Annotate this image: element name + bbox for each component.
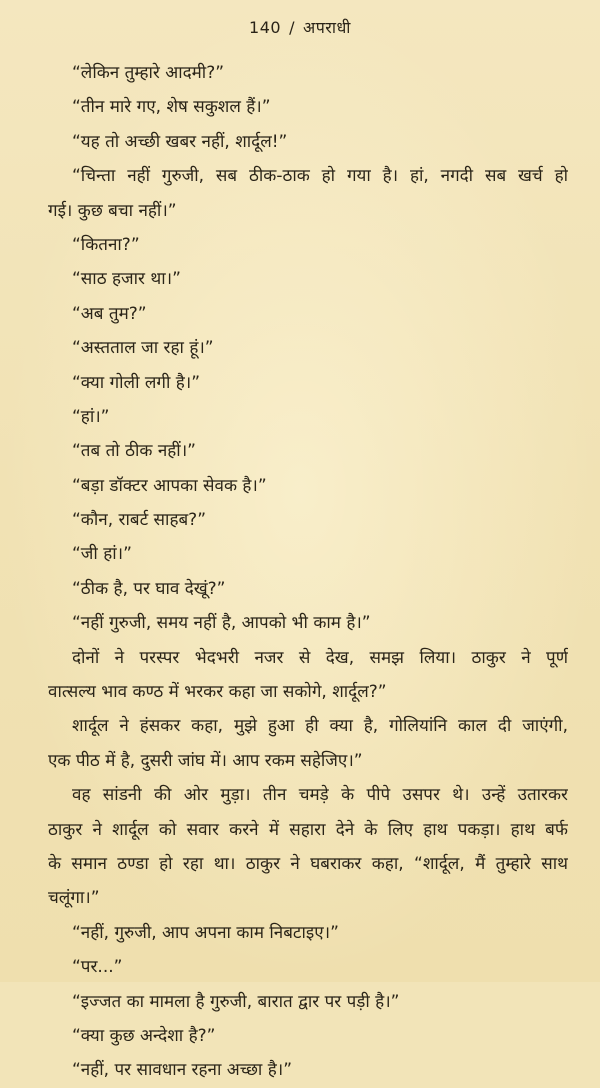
text-line: “क्या गोली लगी है।” bbox=[72, 372, 201, 393]
text-line: “तीन मारे गए, शेष सकुशल हैं।” bbox=[72, 97, 271, 118]
text-line: “लेकिन तुम्हारे आदमी?” bbox=[72, 63, 225, 83]
text-line: “तब तो ठीक नहीं।” bbox=[72, 441, 196, 462]
text-line: “नहीं, पर सावधान रहना अच्छा है।” bbox=[72, 1060, 293, 1081]
text-line: चलूंगा।” bbox=[48, 888, 100, 909]
text-line: “साठ हजार था।” bbox=[72, 269, 181, 290]
text-line: के समान ठण्डा हो रहा था। ठाकुर ने घबराकर कहा, “शार्दूल, मैं तुम्हारे साथ bbox=[48, 853, 568, 874]
text-line: “ठीक है, पर घाव देखूं?” bbox=[72, 578, 226, 599]
text-line: “कितना?” bbox=[72, 234, 140, 255]
text-line: “हां।” bbox=[72, 406, 110, 427]
text-line: “चिन्ता नहीं गुरुजी, सब ठीक-ठाक हो गया है। हां, नगदी सब खर्च हो bbox=[72, 166, 568, 187]
text-line: दोनों ने परस्पर भेदभरी नजर से देख, समझ लिया। ठाकुर ने पूर्ण bbox=[72, 647, 568, 668]
text-line: “नहीं गुरुजी, समय नहीं है, आपको भी काम है।” bbox=[72, 613, 371, 634]
text-line: “अब तुम?” bbox=[72, 303, 147, 324]
text-line: “बड़ा डॉक्टर आपका सेवक है।” bbox=[72, 475, 267, 496]
text-line: एक पीठ में है, दुसरी जांघ में। आप रकम सहेजिए।” bbox=[48, 750, 363, 771]
text-line: “यह तो अच्छी खबर नहीं, शार्दूल!” bbox=[72, 131, 288, 152]
text-line: ठाकुर ने शार्दूल को सवार करने में सहारा देने के लिए हाथ पकड़ा। हाथ बर्फ bbox=[48, 819, 568, 840]
book-title: अपराधी bbox=[302, 18, 351, 37]
body-text bbox=[48, 56, 568, 1088]
text-line: वह सांडनी की ओर मुड़ा। तीन चमड़े के पीपे उसपर थे। उन्हें उतारकर bbox=[72, 785, 568, 806]
text-line: “जी हां।” bbox=[72, 544, 132, 565]
text-line: गई। कुछ बचा नहीं।” bbox=[48, 200, 177, 221]
text-line: “पर...” bbox=[72, 957, 123, 978]
page-number: 140 bbox=[249, 18, 282, 37]
text-line: “अस्तताल जा रहा हूं।” bbox=[72, 338, 214, 359]
text-line: “क्या कुछ अन्देशा है?” bbox=[72, 1025, 216, 1046]
text-line: “इज्जत का मामला है गुरुजी, बारात द्वार पर पड़ी है।” bbox=[72, 991, 400, 1012]
text-line: वात्सल्य भाव कण्ठ में भरकर कहा जा सकोगे, शार्दूल?” bbox=[48, 682, 387, 703]
running-header bbox=[0, 16, 600, 38]
header-separator: / bbox=[289, 18, 295, 37]
text-line: शार्दूल ने हंसकर कहा, मुझे हुआ ही क्या है, गोलियांनि काल दी जाएंगी, bbox=[72, 716, 568, 737]
text-line: “कौन, राबर्ट साहब?” bbox=[72, 510, 207, 531]
text-line: “नहीं, गुरुजी, आप अपना काम निबटाइए।” bbox=[72, 922, 339, 943]
